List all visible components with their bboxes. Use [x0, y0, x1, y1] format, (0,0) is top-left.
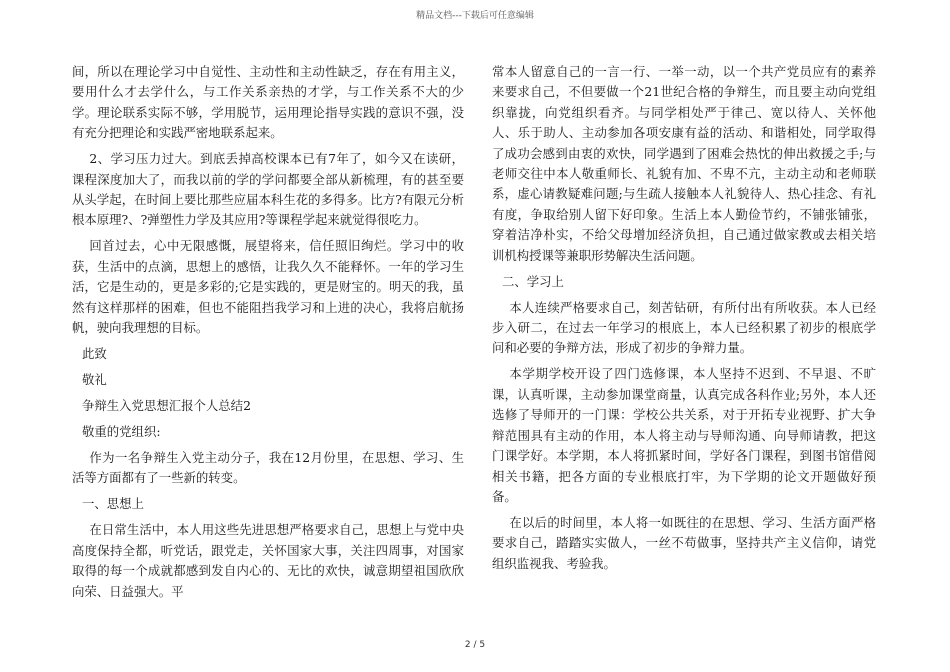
closing-salutation: 敬礼 [82, 372, 107, 388]
paragraph: 2、学习压力过大。到底丢掉高校课本已有7年了，如今又在读研，课程深度加大了，而我以前的学的学问都要全部从新梳理，有的甚至要从头学起，在时间上要比那些应届本科生花的多得多。比方?有限元分析根本原理?、?弹塑性力学及其应用?等课程学起来就觉得很吃力。 [72, 151, 464, 228]
paragraph: 回首过去，心中无限感慨，展望将来，信任照旧绚烂。学习中的收获，生活中的点滴，思想上的感悟，让我久久不能释怀。一年的学习生活，它是生动的，更是多彩的;它是实践的，更是财宝的。明天的我，虽然有这样那样的困难，但也不能阻挡我学习和上进的决心，我将启航扬帆，驶向我理想的目标。 [72, 238, 464, 336]
paragraph: 常本人留意自己的一言一行、一举一动，以一个共产党员应有的素养来要求自己，不但要做一个21世纪合格的争辩生，而且要主动向党组织靠拢，向党组织看齐。与同学相处严于律己、宽以待人、关怀他人、乐于助人、主动参加各项安康有益的活动、和谐相处，同学取得了成功会感到由衷的欢快，同学遇到了困难会热忱的伸出救援之手;与老师交往中本人敬重师长、礼貌有加、不卑不亢，主动主动和老师联系，虚心请教疑难问题;与生疏人接触本人礼貌待人、热心挂念、有礼有度，争取给别人留下好印象。生活上本人勤俭节约，不铺张铺张，穿着洁净朴实，不给父母增加经济负担，自己通过做家教或去相关培训机构授课等兼职形势解决生活问题。 [492, 64, 876, 263]
section-heading: 二、学习上 [502, 273, 564, 289]
section-title: 争辩生入党思想汇报个人总结2 [82, 398, 251, 414]
closing-salutation: 此致 [82, 346, 107, 362]
greeting: 敬重的党组织: [82, 424, 161, 440]
section-heading: 一、思想上 [82, 496, 144, 512]
page-header: 精品文档---下载后可任意编辑 [416, 11, 534, 21]
paragraph: 本人连续严格要求自己，刻苦钻研，有所付出有所收获。本人已经步入研二，在过去一年学习的根底上，本人已经积累了初步的根底学问和必要的争辩方法，形成了初步的争辩力量。 [492, 299, 876, 356]
left-column [72, 62, 464, 608]
paragraph: 作为一名争辩生入党主动分子，我在12月份里，在思想、学习、生活等方面都有了一些新的转变。 [72, 450, 464, 486]
paragraph: 本学期学校开设了四门选修课，本人坚持不迟到、不早退、不旷课，认真听课，主动参加课堂商量，认真完成各科作业;另外，本人还选修了导师开的一门课：学校公共关系，对于开拓专业视野、扩大争辩范围具有主动的作用，本人将主动与导师沟通、向导师请教，把这门课学好。本学期，本人将抓紧时间，学好各门课程，到图书馆借阅相关书籍，把各方面的专业根底打牢，为下学期的论文开题做好预备。 [492, 366, 876, 504]
paragraph: 在以后的时间里，本人将一如既往的在思想、学习、生活方面严格要求自己，踏踏实实做人，一丝不苟做事，坚持共产主义信仰，请党组织监视我、考验我。 [492, 514, 876, 571]
page-number: 2 / 5 [464, 640, 486, 650]
right-column [492, 62, 876, 580]
paragraph: 间，所以在理论学习中自觉性、主动性和主动性缺乏，存在有用主义，要用什么才去学什么，与工作关系亲热的才学，与工作关系不大的少学。理论联系实际不够，学用脱节，运用理论指导实践的意识不强，没有充分把理论和实践严密地联系起来。 [72, 64, 464, 141]
paragraph: 在日常生活中，本人用这些先进思想严格要求自己，思想上与党中央高度保持全都，听党话，跟党走，关怀国家大事，关注四周事，对国家取得的每一个成就都感到发自内心的、无比的欢快，诚意期望祖国欣欣向荣、日益强大。平 [72, 522, 464, 599]
